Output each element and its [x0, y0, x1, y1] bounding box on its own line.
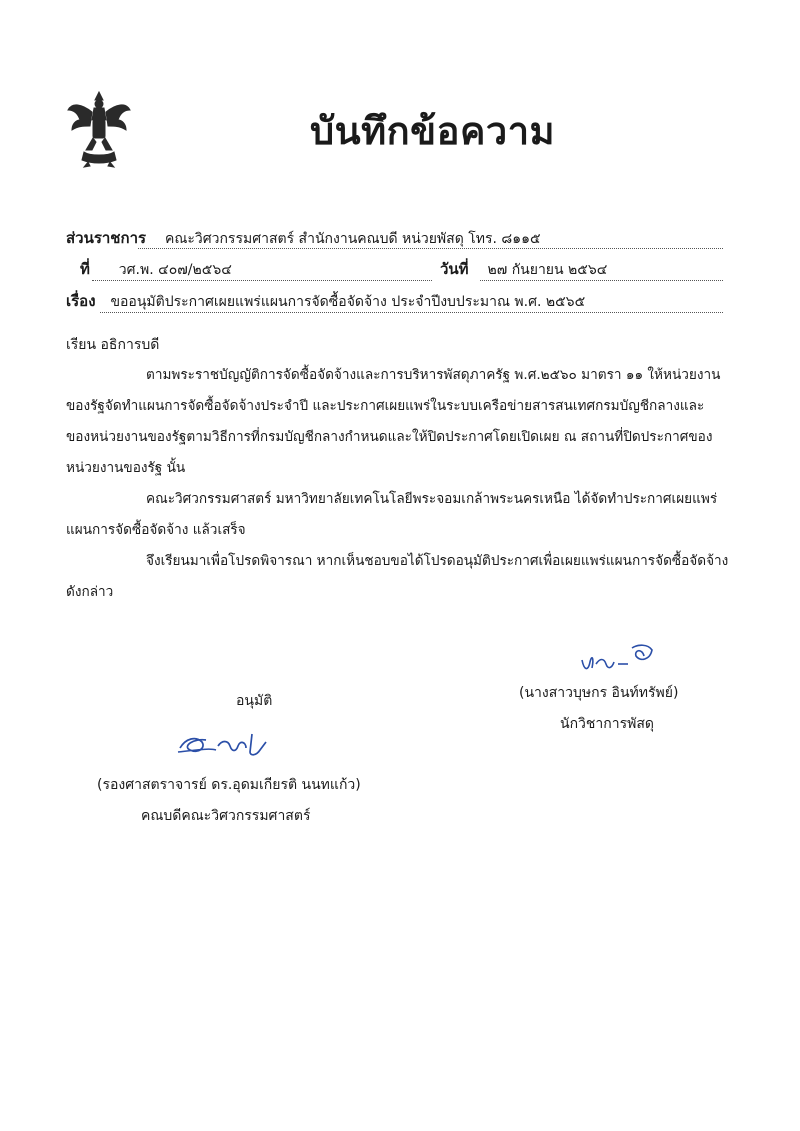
- department-value: คณะวิศวกรรมศาสตร์ สำนักงานคณบดี หน่วยพัสดุ โทร. ๘๑๑๕: [164, 231, 541, 247]
- department-row: [66, 226, 541, 250]
- officer-signature: [578, 640, 658, 678]
- subject-row: [66, 289, 585, 313]
- paragraph-2-line-1: คณะวิศวกรรมศาสตร์ มหาวิทยาลัยเทคโนโลยีพระจอมเกล้าพระนครเหนือ ได้จัดทำประกาศเผยแพร่: [146, 491, 718, 507]
- reference-underline: [92, 280, 432, 281]
- date-label: วันที่: [440, 260, 469, 278]
- approver-position: คณบดีคณะวิศวกรรมศาสตร์: [141, 808, 311, 824]
- date-underline: [480, 280, 723, 281]
- paragraph-2-line-2: แผนการจัดซื้อจัดจ้าง แล้วเสร็จ: [66, 522, 246, 538]
- approver-signature: [176, 728, 272, 762]
- paragraph-1-line-1: ตามพระราชบัญญัติการจัดซื้อจัดจ้างและการบริหารพัสดุภาครัฐ พ.ศ.๒๕๖๐ มาตรา ๑๑ ให้หน่วยงาน: [146, 367, 721, 383]
- salutation: เรียน อธิการบดี: [66, 337, 160, 353]
- paragraph-1-line-4: หน่วยงานของรัฐ นั้น: [66, 460, 186, 476]
- date-value: ๒๗ กันยายน ๒๕๖๔: [487, 262, 608, 278]
- paragraph-1-line-3: ของหน่วยงานของรัฐตามวิธีการที่กรมบัญชีกลางกำหนดและให้ปิดประกาศโดยเปิดเผย ณ สถานที่ปิดประกาศของ: [66, 429, 713, 445]
- date-row: [440, 257, 607, 281]
- department-underline: [138, 248, 723, 249]
- approver-name: (รองศาสตราจารย์ ดร.อุดมเกียรติ นนทแก้ว): [97, 777, 361, 793]
- subject-underline: [100, 312, 723, 313]
- reference-row: [80, 257, 232, 281]
- subject-label: เรื่อง: [66, 292, 96, 310]
- approve-label: อนุมัติ: [236, 693, 273, 709]
- subject-value: ขออนุมัติประกาศเผยแพร่แผนการจัดซื้อจัดจ้าง ประจำปีงบประมาณ พ.ศ. ๒๕๖๕: [110, 294, 586, 310]
- reference-value: วศ.พ. ๔๐๗/๒๕๖๔: [118, 262, 232, 278]
- officer-name: (นางสาวบุษกร อินท์ทรัพย์): [519, 685, 679, 701]
- officer-position: นักวิชาการพัสดุ: [560, 716, 654, 732]
- memo-title: บันทึกข้อความ: [310, 109, 556, 153]
- paragraph-3-line-1: จึงเรียนมาเพื่อโปรดพิจารณา หากเห็นชอบขอได้โปรดอนุมัติประกาศเพื่อเผยแพร่แผนการจัดซื้อจัดจ้าง: [146, 553, 729, 569]
- paragraph-1-line-2: ของรัฐจัดทำแผนการจัดซื้อจัดจ้างประจำปี และประกาศเผยแพร่ในระบบเครือข่ายสารสนเทศกรมบัญชีกลางและ: [66, 398, 705, 414]
- reference-label: ที่: [80, 260, 90, 278]
- garuda-emblem-icon: [66, 90, 132, 168]
- department-label: ส่วนราชการ: [66, 229, 147, 247]
- paragraph-3-line-2: ดังกล่าว: [66, 584, 114, 600]
